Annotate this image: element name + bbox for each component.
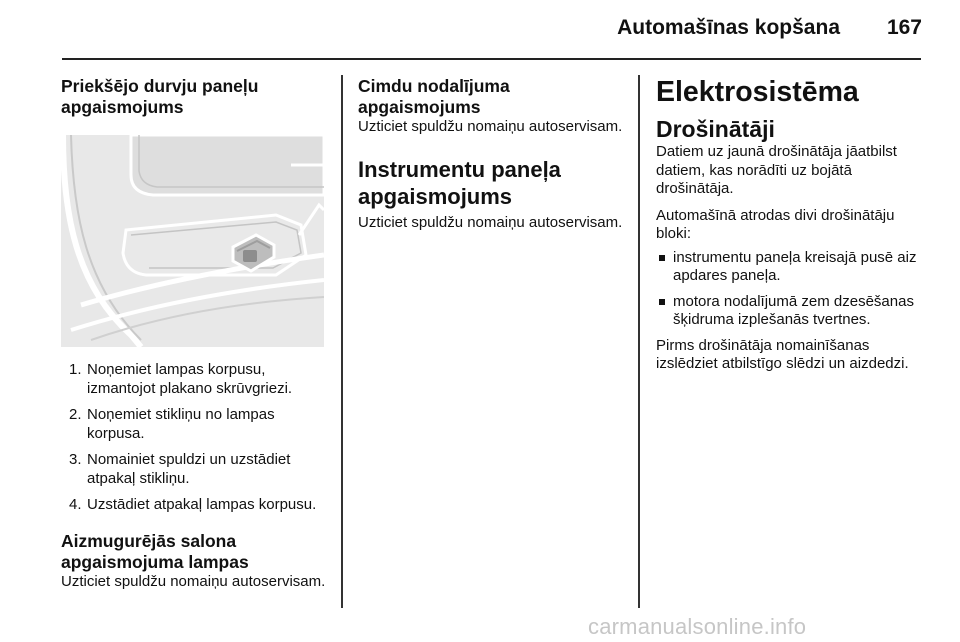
fuse-box-list xyxy=(656,249,928,330)
list-item: 4. Uzstādiet atpakaļ lampas korpusu. xyxy=(69,496,317,513)
section-heading-glovebox: Cimdu nodalījuma apgaismojums xyxy=(358,76,510,117)
page-number: 167 xyxy=(886,16,922,39)
bullet-icon xyxy=(659,299,665,305)
chapter-title: Elektrosistēma xyxy=(656,76,859,108)
header-rule xyxy=(62,58,921,60)
paragraph: Pirms drošinātāja nomainīšanas izslēdziet atbilstīgo slēdzi un aizdedzi. xyxy=(656,336,909,372)
paragraph: Automašīnā atrodas divi drošinātāju bloki: xyxy=(656,206,895,242)
column-middle xyxy=(358,76,628,232)
procedure-steps xyxy=(61,361,329,515)
list-item: motora nodalījumā zem dzesēšanas šķidruma izplešanās tvertnes. xyxy=(656,293,928,330)
bullet-icon xyxy=(659,255,665,261)
list-item: 3. Nomainiet spuldzi un uzstādiet atpakaļ stikliņu. xyxy=(69,451,291,487)
list-item: 2. Noņemiet stikliņu no lampas korpusa. xyxy=(69,406,275,442)
list-item: instrumentu paneļa kreisajā pusē aiz apdares paneļa. xyxy=(656,249,928,286)
section-heading-front-door: Priekšējo durvju paneļu apgaismojums xyxy=(61,76,259,117)
paragraph: Uzticiet spuldžu nomaiņu autoservisam. xyxy=(358,118,623,135)
paragraph: Uzticiet spuldžu nomaiņu autoservisam. xyxy=(358,213,623,231)
column-divider xyxy=(638,75,640,608)
list-item: 1. Noņemiet lampas korpusu, izmantojot plakano skrūvgriezi. xyxy=(69,361,293,397)
column-left xyxy=(61,76,329,591)
watermark: carmanualsonline.info xyxy=(588,614,807,639)
section-heading-instrument: Instrumentu paneļa apgaismojums xyxy=(358,156,561,209)
section-heading-fuses: Drošinātāji xyxy=(656,116,775,142)
column-right xyxy=(656,76,928,374)
paragraph: Datiem uz jaunā drošinātāja jāatbilst datiem, kas norādīti uz bojātā drošinātāja. xyxy=(656,143,897,197)
header-title: Automašīnas kopšana xyxy=(617,16,840,39)
section-heading-rear-lamps: Aizmugurējās salona apgaismojuma lampas xyxy=(61,530,249,572)
column-divider xyxy=(341,75,343,608)
paragraph: Uzticiet spuldžu nomaiņu autoservisam. xyxy=(61,572,326,590)
door-lamp-illustration xyxy=(61,135,324,347)
